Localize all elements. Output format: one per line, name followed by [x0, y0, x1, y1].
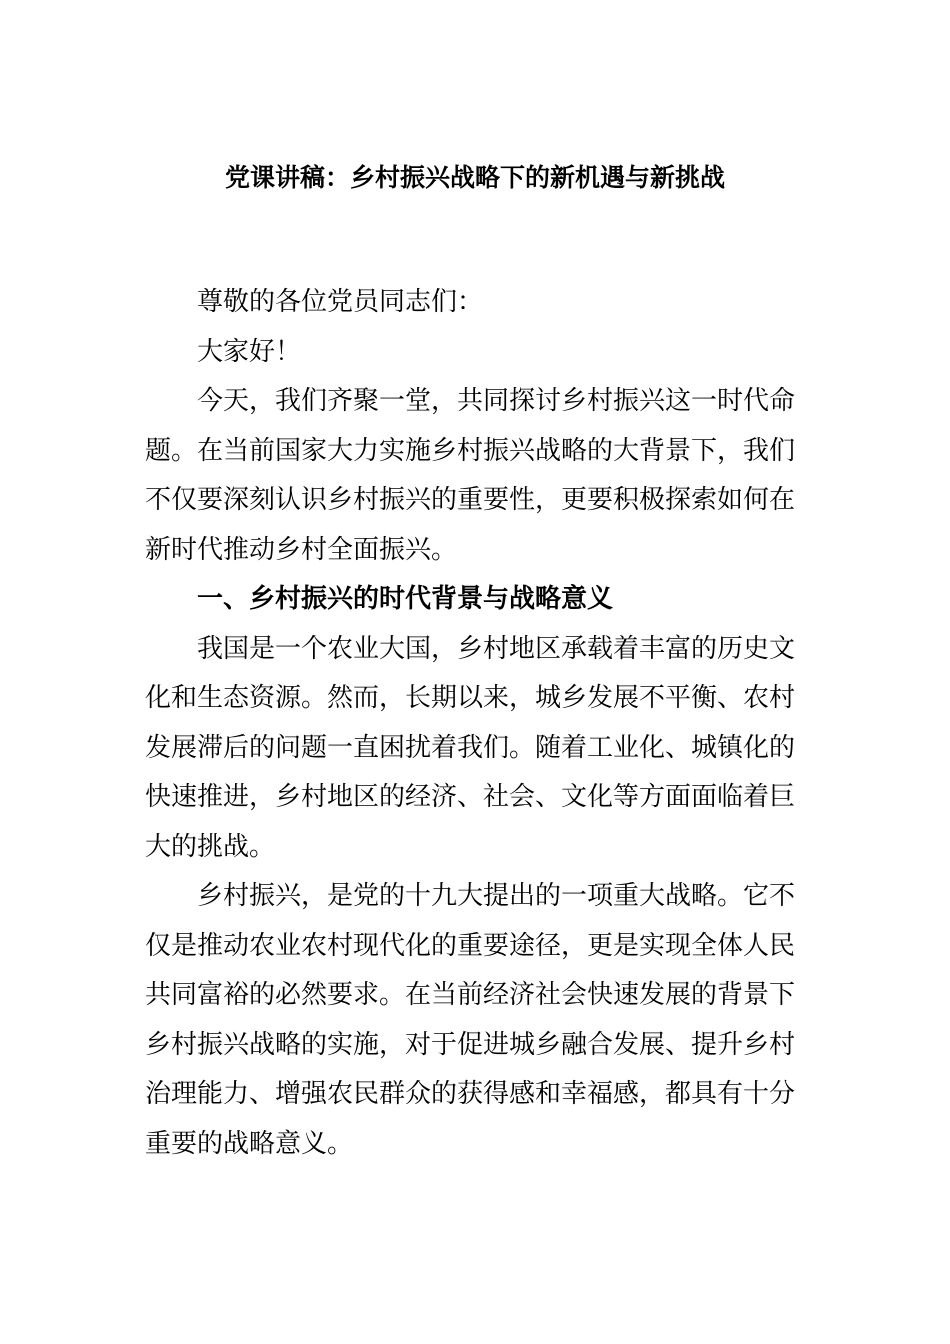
paragraph-line: 乡村振兴，是党的十九大提出的一项重大战略。它不: [197, 881, 796, 911]
paragraph-line: 共同富裕的必然要求。在当前经济社会快速发展的背景下: [145, 980, 796, 1010]
paragraph-line: 不仅要深刻认识乡村振兴的重要性，更要积极探索如何在: [145, 485, 796, 515]
paragraph-line: 今天，我们齐聚一堂，共同探讨乡村振兴这一时代命: [197, 386, 796, 416]
section-heading: 一、乡村振兴的时代背景与战略意义: [197, 584, 614, 614]
paragraph-line: 重要的战略意义。: [145, 1128, 354, 1159]
paragraph-line: 仅是推动农业农村现代化的重要途径，更是实现全体人民: [145, 930, 796, 961]
greeting: 大家好！: [197, 336, 302, 367]
paragraph-line: 治理能力、增强农民群众的获得感和幸福感，都具有十分: [145, 1079, 796, 1109]
document-title: 党课讲稿：乡村振兴战略下的新机遇与新挑战: [224, 163, 725, 192]
paragraph-line: 大的挑战。: [145, 831, 276, 862]
paragraph-line: 快速推进，乡村地区的经济、社会、文化等方面面临着巨: [145, 782, 796, 812]
paragraph-line: 我国是一个农业大国，乡村地区承载着丰富的历史文: [197, 633, 796, 664]
salutation: 尊敬的各位党员同志们：: [197, 287, 484, 317]
paragraph-line: 新时代推动乡村全面振兴。: [145, 534, 458, 565]
paragraph-line: 题。在当前国家大力实施乡村振兴战略的大背景下，我们: [145, 435, 796, 466]
paragraph-line: 乡村振兴战略的实施，对于促进城乡融合发展、提升乡村: [145, 1029, 796, 1060]
paragraph-line: 发展滞后的问题一直困扰着我们。随着工业化、城镇化的: [145, 732, 796, 763]
paragraph-line: 化和生态资源。然而，长期以来，城乡发展不平衡、农村: [145, 683, 796, 713]
document-body: [145, 278, 807, 1169]
